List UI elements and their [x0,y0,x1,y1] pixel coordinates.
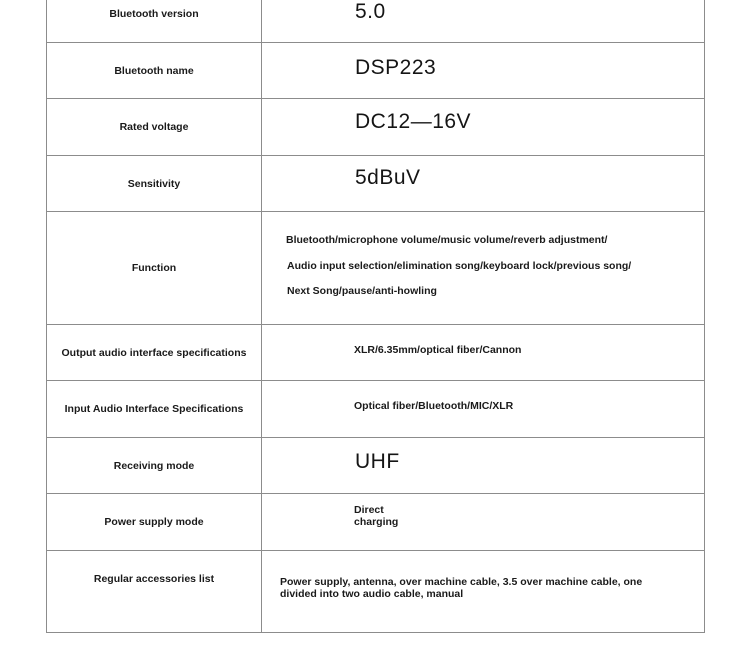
spec-value: UHF [355,450,400,473]
spec-table [46,0,705,633]
spec-value-cell [262,212,704,324]
spec-value: DSP223 [355,56,437,79]
spec-label: Receiving mode [113,459,195,472]
spec-value-cell [262,551,704,633]
spec-row-bluetooth-version [47,0,704,43]
spec-label: Regular accessories list [93,573,215,585]
spec-value-line: Audio input selection/elimination song/keyboard lock/previous song/ [287,260,632,272]
spec-value [280,576,642,600]
spec-row-sensitivity [47,156,704,212]
spec-label: Bluetooth version [109,8,199,20]
spec-label: Sensitivity [127,177,181,190]
spec-row-accessories-list [47,551,704,633]
spec-value-cell [262,494,704,550]
spec-row-power-supply-mode [47,494,704,551]
spec-value-line: charging [354,516,399,528]
spec-row-output-audio-interface [47,325,704,381]
spec-row-bluetooth-name [47,43,704,99]
spec-value-line: divided into two audio cable, manual [280,588,464,600]
spec-value-cell [262,0,704,42]
spec-label: Output audio interface specifications [61,346,247,359]
spec-value: 5dBuV [355,166,421,189]
spec-value-line: Power supply, antenna, over machine cable, 3.5 over machine cable, one [280,576,643,588]
spec-row-input-audio-interface [47,381,704,438]
spec-value: Optical fiber/Bluetooth/MIC/XLR [354,400,514,412]
spec-label: Function [131,262,177,274]
spec-row-function [47,212,704,325]
spec-value-line: Direct [354,504,384,516]
spec-row-rated-voltage [47,99,704,156]
spec-value-cell [262,43,704,98]
spec-value-cell [262,381,704,437]
spec-value: DC12—16V [355,110,472,133]
spec-label: Power supply mode [104,516,204,528]
spec-value: 5.0 [355,0,386,23]
spec-label: Bluetooth name [114,64,194,77]
spec-value [354,504,398,528]
spec-value-cell [262,99,704,155]
spec-value-line: Next Song/pause/anti-howling [287,285,437,297]
spec-value-cell [262,325,704,380]
spec-value-line: Bluetooth/microphone volume/music volume/reverb adjustment/ [286,234,608,246]
spec-row-receiving-mode [47,438,704,494]
spec-value: XLR/6.35mm/optical fiber/Cannon [354,344,522,356]
spec-label: Rated voltage [119,121,189,133]
spec-label: Input Audio Interface Specifications [64,403,244,415]
spec-value-cell [262,438,704,493]
spec-value-cell [262,156,704,211]
